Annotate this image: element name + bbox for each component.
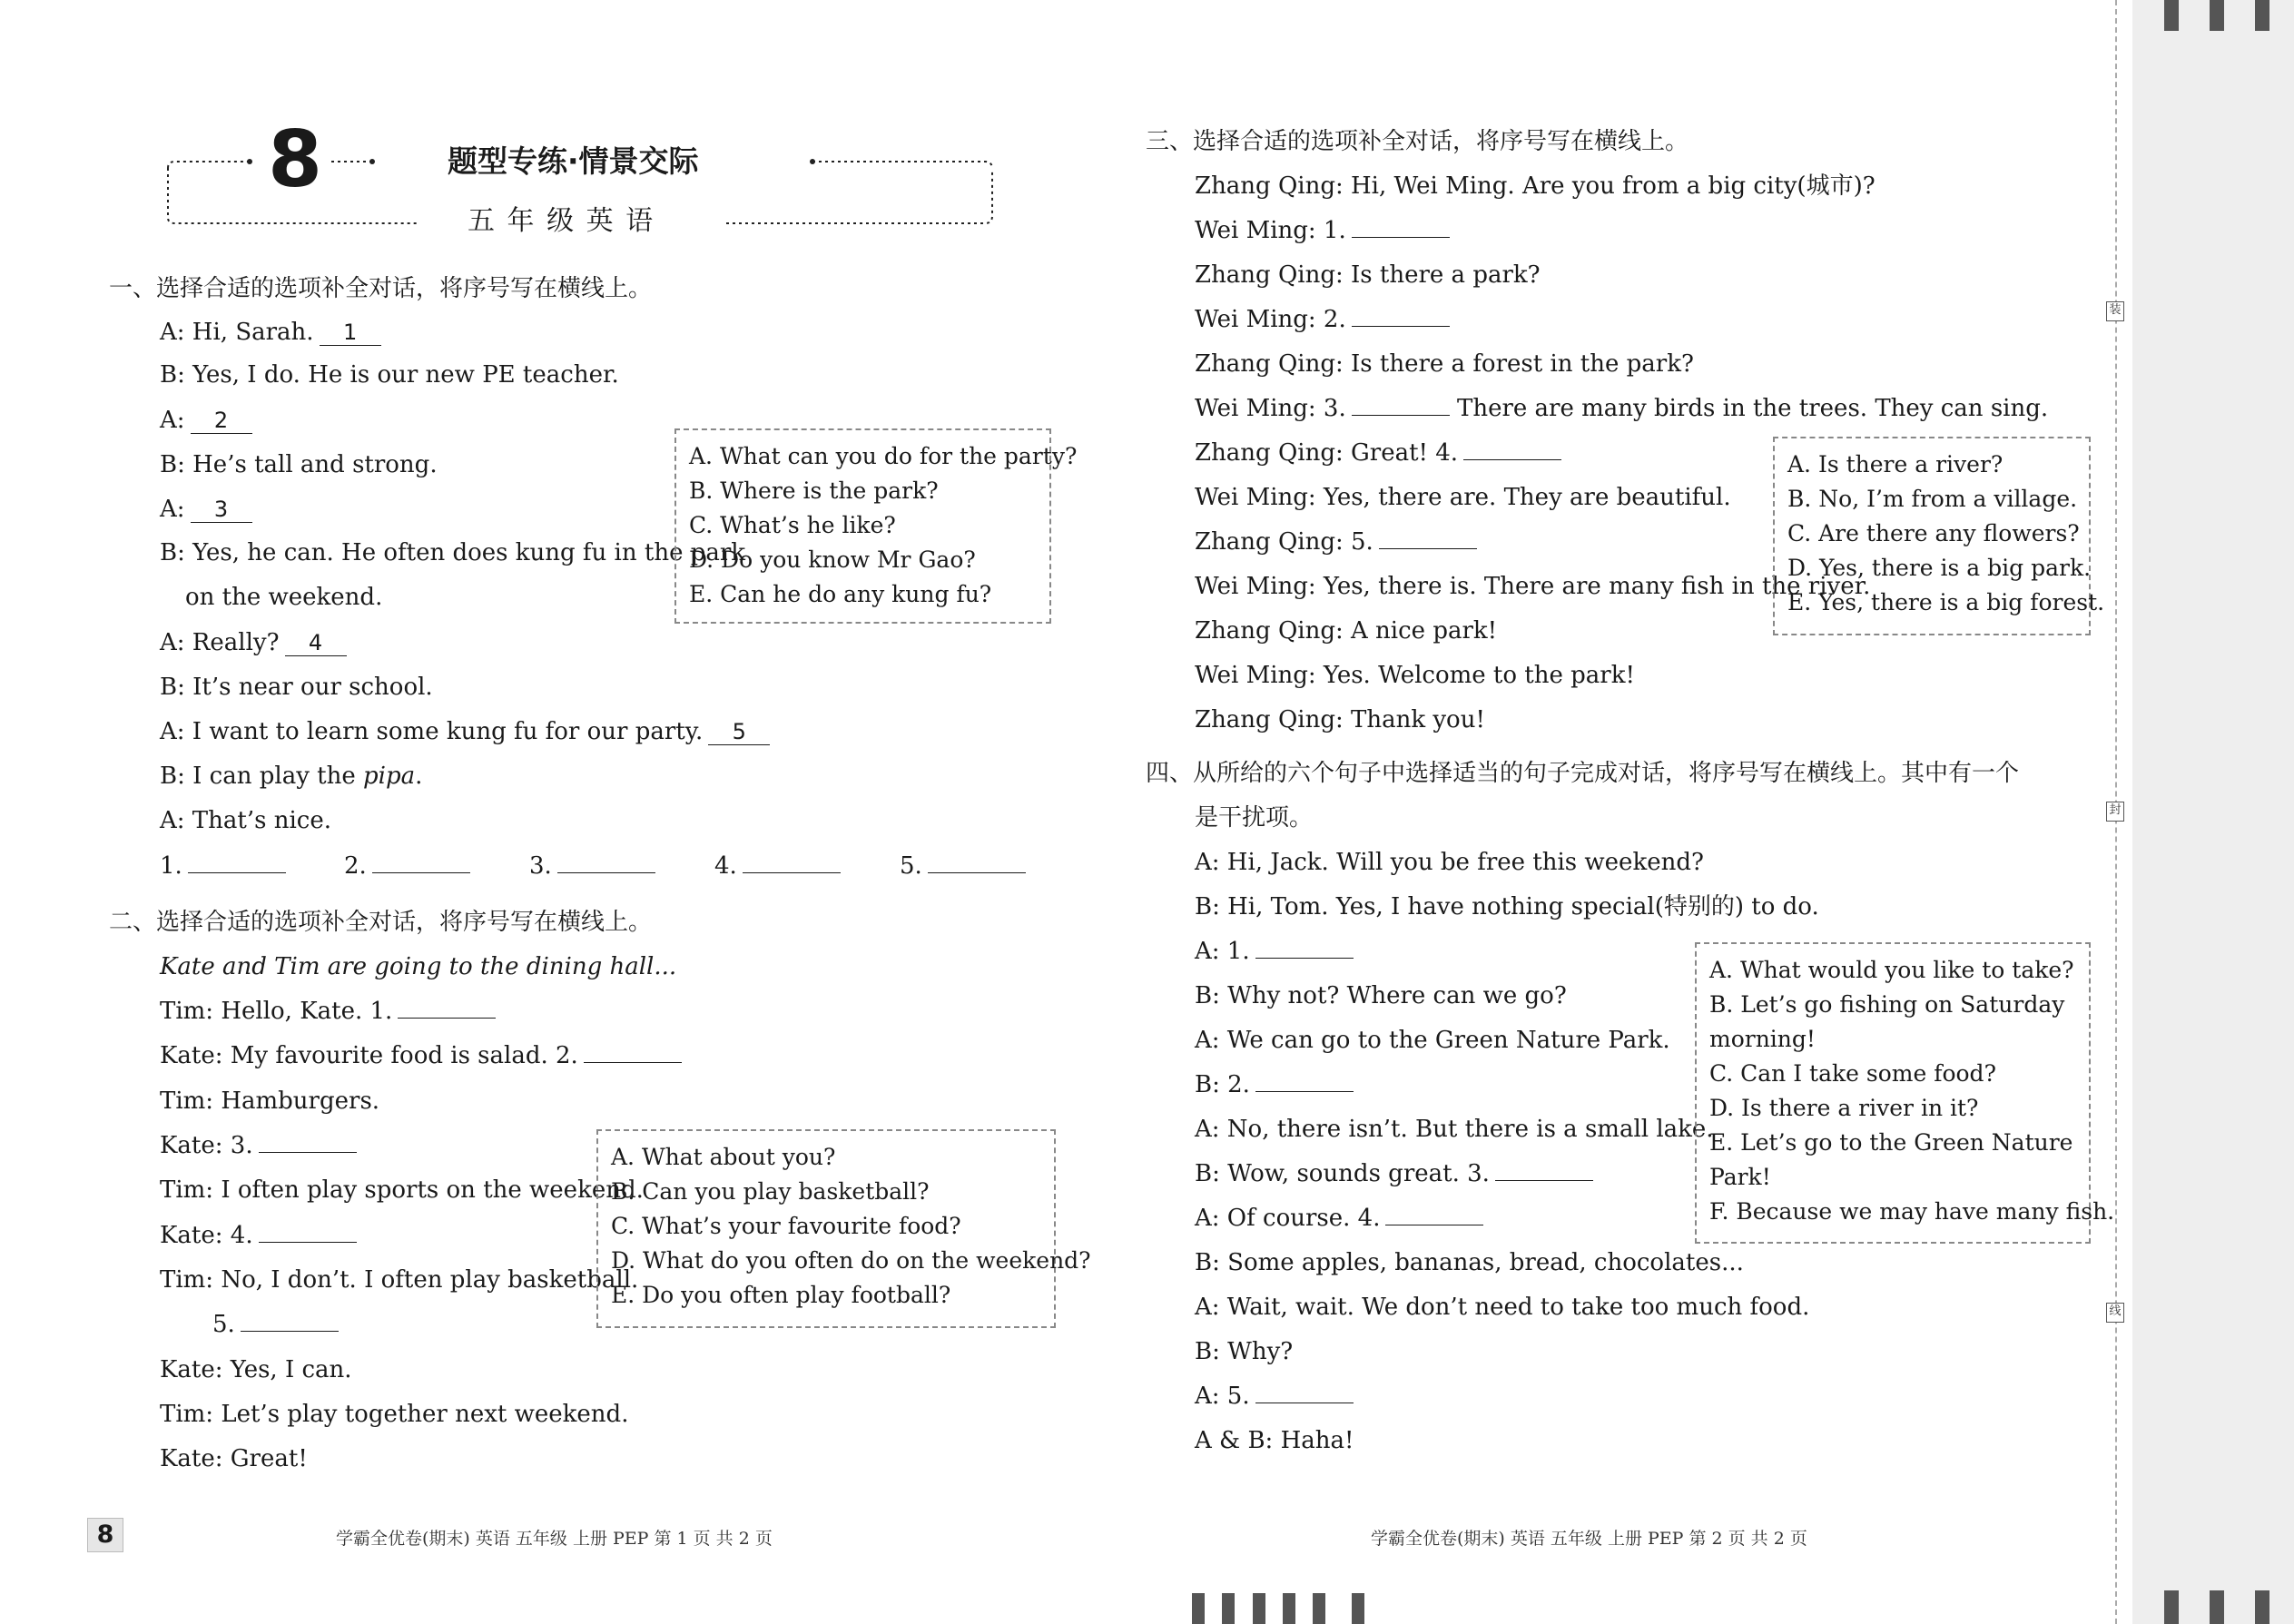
dialogue-line: Zhang Qing: A nice park! — [1195, 617, 1498, 645]
dialogue-line: on the weekend. — [185, 584, 383, 611]
answer-blank[interactable]: 5 — [708, 719, 770, 745]
dialogue-line: Wei Ming: 2. — [1195, 305, 1450, 334]
option-item: B. Can you play basketball? — [611, 1178, 930, 1205]
dialogue-line: A: Of course. 4. — [1195, 1204, 1483, 1233]
dialogue-line: A: Hi, Jack. Will you be free this weekend? — [1195, 849, 1704, 876]
option-item: D. Do you know Mr Gao? — [689, 546, 976, 573]
footer-left: 学霸全优卷(期末) 英语 五年级 上册 PEP 第 1 页 共 2 页 — [336, 1529, 773, 1549]
dialogue-line: A: That’s nice. — [160, 807, 331, 834]
option-item: C. What’s your favourite food? — [611, 1213, 961, 1239]
dialogue-line: A: 3 — [160, 495, 252, 524]
option-item: D. What do you often do on the weekend? — [611, 1247, 1091, 1274]
dialogue-line: B: Yes, I do. He is our new PE teacher. — [160, 361, 619, 389]
page-title: 题型专练·情景交际 — [448, 143, 699, 179]
option-item: B. No, I’m from a village. — [1787, 486, 2078, 512]
dialogue-line: B: Wow, sounds great. 3. — [1195, 1159, 1593, 1188]
answer-blank[interactable] — [1255, 958, 1354, 959]
dialogue-line: A: No, there isn’t. But there is a small lake. — [1195, 1116, 1714, 1143]
dialogue-line: Zhang Qing: Is there a park? — [1195, 261, 1541, 289]
answer-row: 1. — [160, 851, 286, 881]
answer-blank[interactable] — [398, 1018, 496, 1019]
dialogue-line: Kate: 4. — [160, 1221, 357, 1250]
answer-blank[interactable] — [928, 872, 1026, 873]
dialogue-line: B: Why? — [1195, 1338, 1294, 1365]
option-item: D. Yes, there is a big park. — [1787, 555, 2092, 581]
dialogue-intro: Kate and Tim are going to the dining hall... — [160, 953, 677, 980]
section3-options — [1773, 437, 2105, 635]
dialogue-line: Zhang Qing: Hi, Wei Ming. Are you from a big city(城市)? — [1195, 172, 1876, 200]
dialogue-line: Kate: My favourite food is salad. 2. — [160, 1041, 682, 1070]
dialogue-line: Tim: Hamburgers. — [160, 1088, 380, 1115]
answer-blank[interactable] — [259, 1242, 357, 1243]
answer-blank[interactable] — [743, 872, 841, 873]
section4-options — [1695, 942, 2115, 1244]
dialogue-line: A: 5. — [1195, 1382, 1354, 1411]
answer-row: 4. — [714, 851, 841, 881]
answer-row: 2. — [344, 851, 470, 881]
answer-blank[interactable] — [1352, 415, 1450, 416]
header-banner — [159, 114, 1003, 237]
option-item: E. Yes, there is a big forest. — [1787, 589, 2105, 615]
dialogue-line: B: It’s near our school. — [160, 674, 433, 701]
option-item: A. What about you? — [611, 1144, 836, 1170]
dialogue-line: A: 1. — [1195, 937, 1354, 966]
dialogue-line: Wei Ming: Yes. Welcome to the park! — [1195, 662, 1635, 689]
answer-blank[interactable] — [188, 872, 286, 873]
answer-row: 5. — [900, 851, 1026, 881]
dialogue-line: Zhang Qing: Great! 4. — [1195, 438, 1561, 468]
dialogue-line: Wei Ming: Yes, there are. They are beautiful. — [1195, 484, 1731, 511]
section4-heading: 四、从所给的六个句子中选择适当的句子完成对话，将序号写在横线上。其中有一个 — [1146, 760, 2020, 787]
answer-blank[interactable] — [372, 872, 470, 873]
answer-blank[interactable] — [1255, 1091, 1354, 1092]
dialogue-line: A: I want to learn some kung fu for our party. 5 — [160, 717, 770, 746]
dialogue-line: B: Yes, he can. He often does kung fu in the park — [160, 539, 746, 566]
dialogue-line: Tim: I often play sports on the weekend. — [160, 1176, 644, 1204]
option-item: C. Can I take some food? — [1709, 1060, 1996, 1087]
option-item: B. Let’s go fishing on Saturday morning! — [1709, 991, 2065, 1052]
header-number: 8 — [268, 114, 322, 205]
answer-row: 3. — [529, 851, 655, 881]
dialogue-line: A & B: Haha! — [1195, 1427, 1354, 1454]
dialogue-line: B: Why not? Where can we go? — [1195, 982, 1567, 1009]
binding-mark: 装 — [2106, 301, 2124, 321]
answer-blank[interactable] — [1495, 1180, 1593, 1181]
answer-blank[interactable]: 3 — [191, 497, 252, 523]
section4-heading-cont: 是干扰项。 — [1195, 804, 1314, 832]
answer-blank[interactable] — [1352, 326, 1450, 327]
option-item: A. Is there a river? — [1787, 451, 2004, 477]
option-item: E. Can he do any kung fu? — [689, 581, 992, 607]
dialogue-line: A: 2 — [160, 406, 252, 435]
option-item: A. What can you do for the party? — [689, 443, 1078, 469]
answer-blank[interactable] — [259, 1152, 357, 1153]
binding-margin — [2132, 0, 2294, 1624]
dialogue-line: B: He’s tall and strong. — [160, 451, 438, 478]
answer-blank[interactable] — [241, 1331, 339, 1332]
dialogue-line: Kate: Great! — [160, 1445, 308, 1472]
option-item: C. What’s he like? — [689, 512, 896, 538]
dialogue-line: Wei Ming: 1. — [1195, 216, 1450, 245]
option-item: F. Because we may have many fish. — [1709, 1198, 2115, 1225]
dialogue-line: Zhang Qing: 5. — [1195, 527, 1477, 556]
dialogue-line: Tim: No, I don’t. I often play basketball. — [160, 1266, 639, 1294]
answer-blank[interactable] — [1463, 459, 1561, 460]
answer-blank[interactable] — [584, 1062, 682, 1063]
dialogue-line: B: Hi, Tom. Yes, I have nothing special(特别的) to do. — [1195, 893, 1819, 920]
option-item: A. What would you like to take? — [1709, 957, 2074, 983]
dialogue-line: B: Some apples, bananas, bread, chocolates... — [1195, 1249, 1744, 1276]
option-item: C. Are there any flowers? — [1787, 520, 2080, 546]
dialogue-line: A: We can go to the Green Nature Park. — [1195, 1027, 1670, 1054]
dialogue-line: Zhang Qing: Thank you! — [1195, 706, 1485, 733]
answer-blank[interactable] — [557, 872, 655, 873]
dialogue-line: Kate: 3. — [160, 1131, 357, 1160]
section2-heading: 二、选择合适的选项补全对话，将序号写在横线上。 — [109, 909, 653, 936]
section3-heading: 三、选择合适的选项补全对话，将序号写在横线上。 — [1146, 128, 1689, 155]
option-item: D. Is there a river in it? — [1709, 1095, 1979, 1121]
page-badge: 8 — [87, 1518, 123, 1552]
dialogue-line: A: Really? 4 — [160, 628, 347, 657]
dialogue-line: A: Hi, Sarah. 1 — [160, 318, 381, 347]
answer-blank[interactable]: 1 — [320, 320, 381, 346]
dialogue-line: Wei Ming: Yes, there is. There are many fish in the river. — [1195, 573, 1871, 600]
dialogue-line: Tim: Hello, Kate. 1. — [160, 997, 496, 1026]
dialogue-line: Wei Ming: 3. There are many birds in the trees. They can sing. — [1195, 395, 2049, 422]
option-item: E. Let’s go to the Green Nature Park! — [1709, 1129, 2073, 1190]
page-subtitle: 五 年 级 英 语 — [468, 205, 655, 237]
section2-options — [596, 1129, 1091, 1328]
section1-options — [674, 428, 1078, 624]
dialogue-line: Kate: Yes, I can. — [160, 1356, 352, 1383]
binding-mark: 线 — [2106, 1303, 2124, 1323]
section1-heading: 一、选择合适的选项补全对话，将序号写在横线上。 — [109, 275, 653, 302]
dialogue-line: Tim: Let’s play together next weekend. — [160, 1401, 629, 1428]
answer-blank[interactable] — [1352, 237, 1450, 238]
option-item: B. Where is the park? — [689, 477, 939, 504]
dialogue-line: 5. — [212, 1310, 339, 1339]
answer-blank[interactable]: 2 — [191, 408, 252, 434]
answer-blank[interactable] — [1379, 548, 1477, 549]
dialogue-line: B: 2. — [1195, 1070, 1354, 1099]
dialogue-line: A: Wait, wait. We don’t need to take too much food. — [1195, 1294, 1810, 1321]
dialogue-line: Zhang Qing: Is there a forest in the park? — [1195, 350, 1694, 378]
footer-right: 学霸全优卷(期末) 英语 五年级 上册 PEP 第 2 页 共 2 页 — [1371, 1529, 1807, 1549]
binding-mark: 封 — [2106, 802, 2124, 822]
option-item: E. Do you often play football? — [611, 1282, 951, 1308]
answer-blank[interactable]: 4 — [285, 630, 347, 656]
dialogue-line: B: I can play the pipa. — [160, 763, 423, 790]
